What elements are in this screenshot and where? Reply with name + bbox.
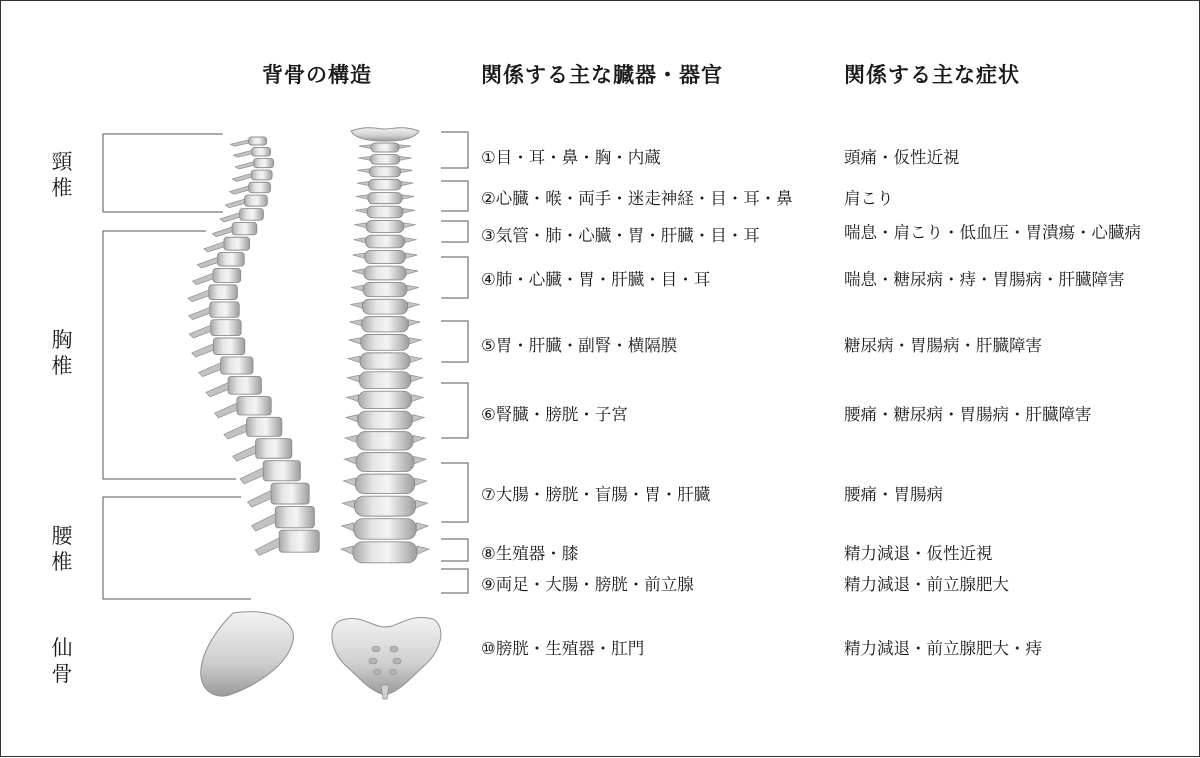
symptom-row-1: 頭痛・仮性近視 (844, 148, 960, 167)
organ-brackets (441, 132, 468, 593)
side-vertebra (235, 158, 273, 169)
side-vertebra (189, 320, 241, 338)
region-sacrum: 仙 骨 (51, 636, 73, 686)
front-vertebra (348, 353, 422, 369)
symptom-row-2: 肩こり (844, 189, 894, 208)
side-vertebra (204, 237, 250, 252)
organ-row-7: ⑦大腸・膀胱・盲腸・胃・肝臓 (481, 485, 711, 504)
symptom-row-7: 腰痛・胃腸病 (844, 485, 943, 504)
front-vertebra (350, 299, 419, 314)
symptom-row-10: 精力減退・前立腺肥大・痔 (844, 639, 1042, 658)
region-cervical: 頸 椎 (51, 150, 73, 200)
front-vertebra (341, 542, 429, 563)
header-symptoms: 関係する主な症状 (844, 63, 1020, 87)
symptom-row-4: 喘息・糖尿病・痔・胃腸病・肝臓障害 (844, 270, 1125, 289)
side-vertebra (192, 338, 245, 357)
front-vertebra (355, 206, 415, 218)
front-vertebra (358, 155, 412, 165)
organ-row-10: ⑩膀胱・生殖器・肛門 (481, 639, 645, 658)
header-organs: 関係する主な臓器・器官 (481, 63, 723, 87)
front-vertebra (354, 220, 415, 232)
front-vertebra (343, 496, 428, 516)
side-vertebra (232, 170, 272, 181)
symptom-row-3: 喘息・肩こり・低血圧・胃潰瘍・心臓病 (844, 223, 1141, 242)
front-vertebra (356, 193, 414, 204)
region-lumbar: 腰 椎 (51, 524, 73, 574)
front-vertebra (349, 334, 421, 350)
front-vertebra (351, 282, 419, 296)
side-vertebra (199, 357, 253, 377)
side-vertebra (224, 417, 282, 439)
front-vertebra (347, 372, 422, 389)
side-vertebra (193, 268, 241, 284)
front-vertebra (353, 250, 418, 263)
side-vertebra (255, 530, 319, 555)
front-vertebra (342, 519, 428, 539)
organ-row-3: ③気管・肺・心臓・胃・肝臓・目・耳 (481, 226, 760, 245)
side-vertebra (215, 397, 272, 418)
side-sacrum (201, 612, 294, 696)
front-vertebra (350, 317, 421, 332)
front-vertebra (352, 266, 418, 280)
front-vertebra (354, 235, 417, 248)
coccyx (381, 685, 389, 699)
front-vertebra (346, 391, 423, 408)
side-vertebra (220, 209, 263, 222)
symptom-row-9: 精力減退・前立腺肥大 (844, 575, 1009, 594)
symptom-row-8: 精力減退・仮性近視 (844, 544, 993, 563)
symptom-row-5: 糖尿病・胃腸病・肝臓障害 (844, 336, 1042, 355)
symptom-row-6: 腰痛・糖尿病・胃腸病・肝臓障害 (844, 405, 1092, 424)
front-vertebra (359, 143, 411, 152)
organ-row-5: ⑤胃・肝臓・副腎・横隔膜 (481, 336, 678, 355)
side-vertebra (212, 223, 257, 237)
side-spine (188, 137, 319, 556)
organ-row-2: ②心臓・喉・両手・迷走神経・目・耳・鼻 (481, 189, 793, 208)
organ-row-8: ⑧生殖器・膝 (481, 544, 579, 563)
front-pelvis (332, 618, 441, 695)
side-vertebra (252, 506, 315, 531)
side-vertebra (233, 147, 270, 157)
side-vertebra (240, 461, 300, 484)
side-vertebra (197, 253, 244, 268)
organ-row-9: ⑨両足・大腸・膀胱・前立腺 (481, 575, 694, 594)
front-vertebra (345, 432, 425, 450)
side-vertebra (231, 137, 267, 146)
front-vertebra (346, 411, 425, 429)
side-vertebra (206, 376, 261, 396)
region-thoracic: 胸 椎 (51, 328, 73, 378)
front-vertebra (357, 167, 412, 177)
side-vertebra (230, 182, 271, 194)
front-vertebra (344, 453, 426, 472)
side-vertebra (248, 483, 310, 507)
organ-row-1: ①目・耳・鼻・胸・内蔵 (481, 148, 661, 167)
front-vertebra (343, 474, 426, 493)
front-spine (341, 143, 429, 563)
atlas-vertebra (351, 128, 419, 141)
organ-row-6: ⑥腎臓・膀胱・子宮 (481, 405, 628, 424)
organ-row-4: ④肺・心臓・胃・肝臓・目・耳 (481, 270, 711, 289)
side-vertebra (233, 439, 292, 462)
front-vertebra (357, 179, 414, 190)
side-vertebra (188, 285, 237, 302)
side-vertebra (189, 302, 240, 320)
side-vertebra (225, 195, 267, 208)
header-structure: 背骨の構造 (262, 63, 372, 87)
